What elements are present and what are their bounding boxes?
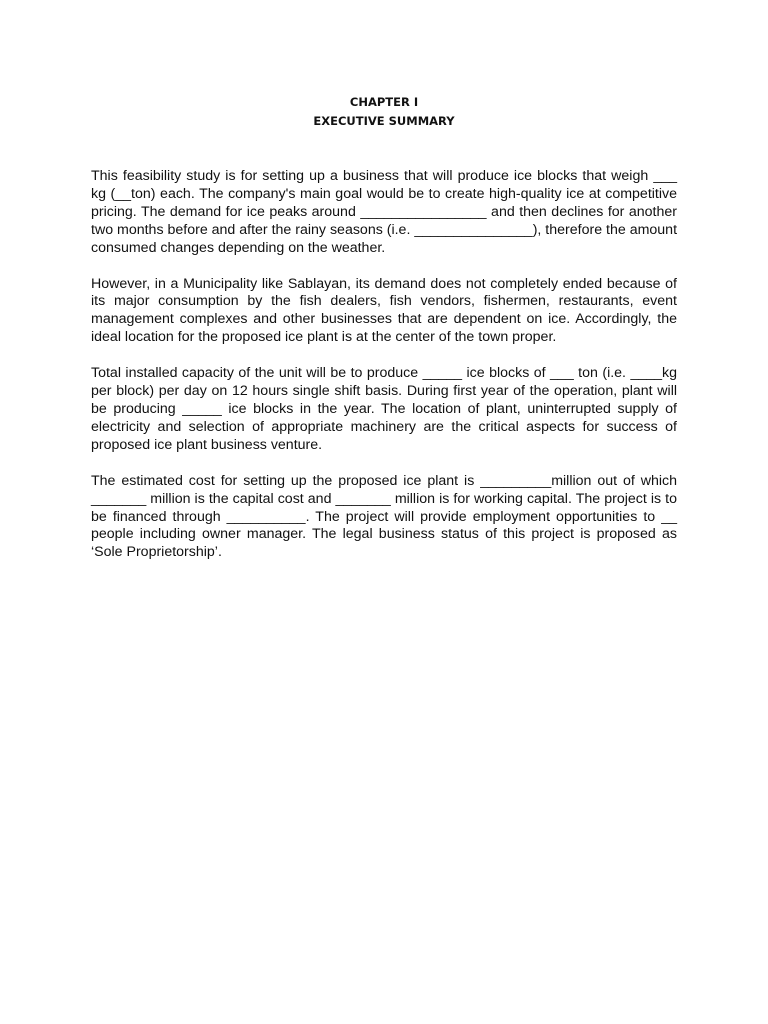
chapter-heading: CHAPTER I: [349, 95, 419, 109]
document-body: [91, 168, 677, 580]
paragraph-intro: This feasibility study is for setting up a business that will produce ice blocks that weigh ___ kg (__ton) each. The company's main goal would be to create high-quality ice at competitive pricing. The demand for ice peaks around ________________ and then declines for another two months before and after the rainy seasons (i.e. _______________), therefore the amount consumed changes depending on the weather.: [91, 168, 678, 256]
paragraph-location: However, in a Municipality like Sablayan, its demand does not completely ended because of its major consumption by the fish dealers, fish vendors, fishermen, restaurants, event management complexes and other businesses that are dependent on ice. Accordingly, the ideal location for the proposed ice plant is at the center of the town proper.: [91, 275, 677, 346]
section-title: EXECUTIVE SUMMARY: [313, 114, 455, 128]
paragraph-capacity: Total installed capacity of the unit will be to produce _____ ice blocks of ___ ton (i.e. ____kg per block) per day on 12 hours single shift basis. During first year of the operation, plant will be producing _____ ice blocks in the year. The location of plant, uninterrupted supply of electricity and selection of appropriate machinery are the critical aspects for success of proposed ice plant business venture.: [91, 365, 677, 453]
paragraph-cost: The estimated cost for setting up the proposed ice plant is _________million out of which _______ million is the capital cost and _______ million is for working capital. The project is to be financed through __________. The project will provide employment opportunities to __ people including owner manager. The legal business status of this project is proposed as ‘Sole Proprietorship’.: [91, 472, 677, 561]
